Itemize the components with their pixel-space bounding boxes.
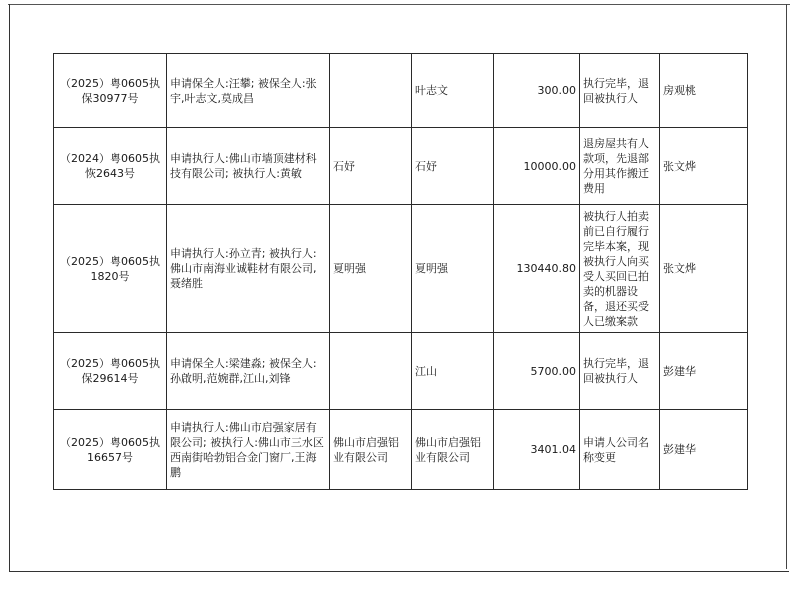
amount-cell: 300.00 bbox=[494, 54, 580, 128]
payee-cell: 夏明强 bbox=[412, 205, 494, 333]
table-row bbox=[54, 128, 748, 205]
payee-cell: 叶志文 bbox=[412, 54, 494, 128]
case-number-cell: （2024）粤0605执恢2643号 bbox=[54, 128, 167, 205]
payer-cell: 夏明强 bbox=[330, 205, 412, 333]
table-row bbox=[54, 54, 748, 128]
table-row bbox=[54, 333, 748, 410]
page-edge-left bbox=[9, 4, 10, 572]
table-row bbox=[54, 410, 748, 490]
payee-cell: 石妤 bbox=[412, 128, 494, 205]
page-edge-top bbox=[8, 4, 790, 5]
amount-cell: 130440.80 bbox=[494, 205, 580, 333]
parties-cell: 申请执行人:孙立青; 被执行人:佛山市南海业诚鞋材有限公司,聂绪胜 bbox=[167, 205, 330, 333]
page-edge-bottom bbox=[9, 571, 789, 572]
handler-cell: 张文烨 bbox=[660, 205, 748, 333]
case-number-cell: （2025）粤0605执1820号 bbox=[54, 205, 167, 333]
parties-cell: 申请保全人:梁建淼; 被保全人:孙啟明,范婉群,江山,刘锋 bbox=[167, 333, 330, 410]
remark-cell: 退房屋共有人款项，先退部分用其作搬迁费用 bbox=[580, 128, 660, 205]
remark-cell: 申请人公司名称变更 bbox=[580, 410, 660, 490]
handler-cell: 房观桃 bbox=[660, 54, 748, 128]
payer-cell bbox=[330, 333, 412, 410]
payee-cell: 江山 bbox=[412, 333, 494, 410]
payee-cell: 佛山市启强铝业有限公司 bbox=[412, 410, 494, 490]
page-edge-right bbox=[786, 4, 787, 569]
remark-cell: 执行完毕，退回被执行人 bbox=[580, 333, 660, 410]
handler-cell: 张文烨 bbox=[660, 128, 748, 205]
payer-cell: 石妤 bbox=[330, 128, 412, 205]
amount-cell: 10000.00 bbox=[494, 128, 580, 205]
remark-cell: 执行完毕，退回被执行人 bbox=[580, 54, 660, 128]
case-number-cell: （2025）粤0605执保29614号 bbox=[54, 333, 167, 410]
payer-cell bbox=[330, 54, 412, 128]
parties-cell: 申请执行人:佛山市启强家居有限公司; 被执行人:佛山市三水区西南街哈勃铝合金门窗厂,王海鹏 bbox=[167, 410, 330, 490]
refund-records-table bbox=[53, 53, 748, 490]
case-number-cell: （2025）粤0605执16657号 bbox=[54, 410, 167, 490]
case-number-cell: （2025）粤0605执保30977号 bbox=[54, 54, 167, 128]
parties-cell: 申请保全人:汪攀; 被保全人:张宇,叶志文,莫成昌 bbox=[167, 54, 330, 128]
handler-cell: 彭建华 bbox=[660, 410, 748, 490]
payer-cell: 佛山市启强铝业有限公司 bbox=[330, 410, 412, 490]
table-row bbox=[54, 205, 748, 333]
handler-cell: 彭建华 bbox=[660, 333, 748, 410]
amount-cell: 5700.00 bbox=[494, 333, 580, 410]
remark-cell: 被执行人拍卖前已自行履行完毕本案，现被执行人向买受人买回已拍卖的机器设备，退还买受人已缴案款 bbox=[580, 205, 660, 333]
amount-cell: 3401.04 bbox=[494, 410, 580, 490]
parties-cell: 申请执行人:佛山市墙顶建材科技有限公司; 被执行人:黄敏 bbox=[167, 128, 330, 205]
